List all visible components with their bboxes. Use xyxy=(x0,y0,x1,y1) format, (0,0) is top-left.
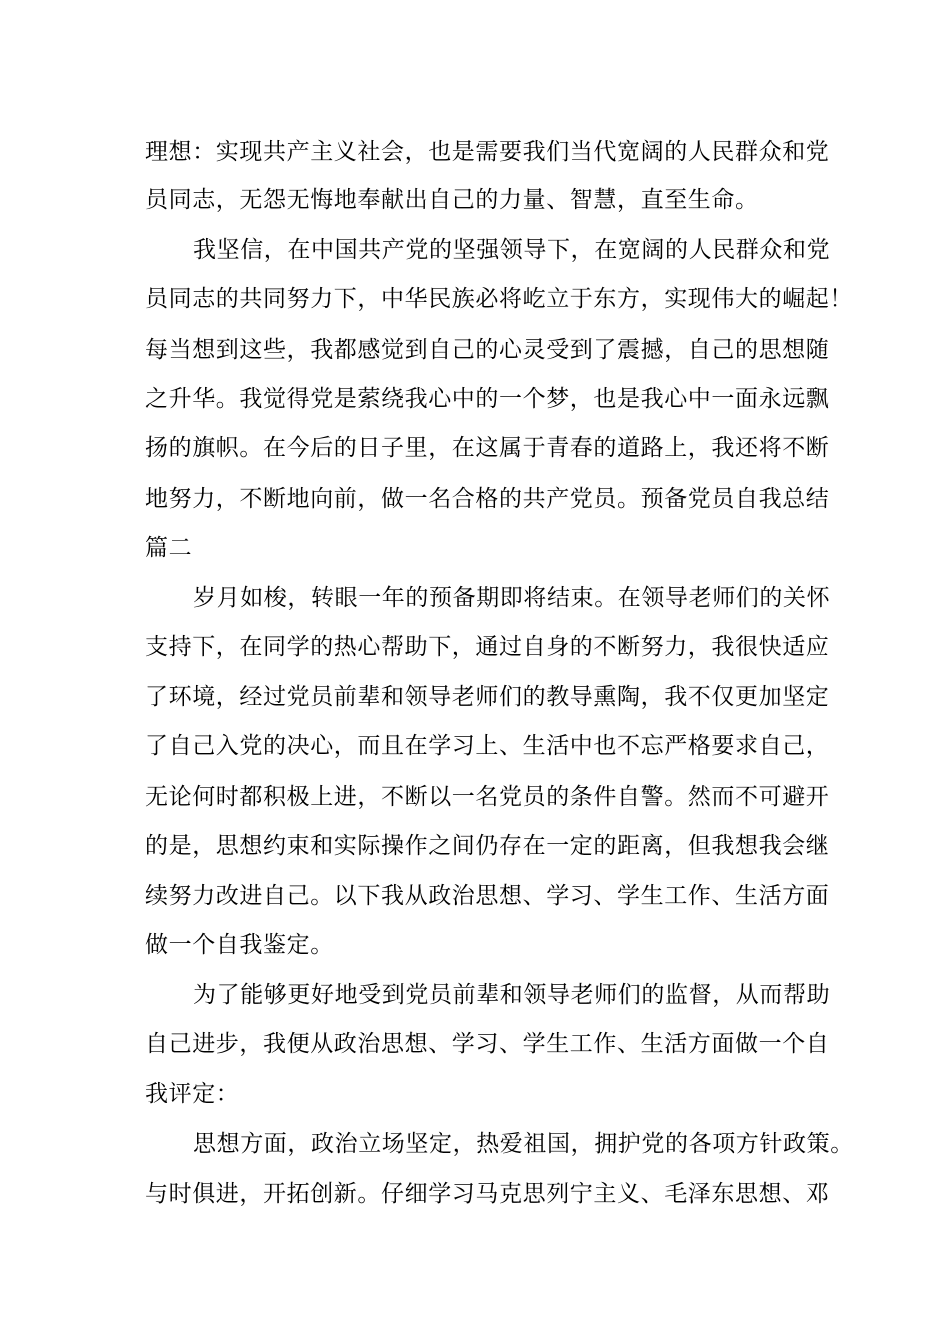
text-line: 篇二 xyxy=(145,535,193,561)
text-line: 支持下，在同学的热心帮助下，通过自身的不断努力，我很快适应 xyxy=(145,634,830,660)
text-line: 每当想到这些，我都感觉到自己的心灵受到了震撼，自己的思想随 xyxy=(145,337,830,363)
text-line: 了自己入党的决心，而且在学习上、生活中也不忘严格要求自己， xyxy=(145,733,830,759)
text-line: 自己进步，我便从政治思想、学习、学生工作、生活方面做一个自 xyxy=(145,1031,830,1057)
text-line: 续努力改进自己。以下我从政治思想、学习、学生工作、生活方面 xyxy=(145,883,830,909)
text-line: 的是，思想约束和实际操作之间仍存在一定的距离，但我想我会继 xyxy=(145,833,830,859)
text-line: 员同志，无怨无悔地奉献出自己的力量、智慧，直至生命。 xyxy=(145,187,759,213)
text-line: 为了能够更好地受到党员前辈和领导老师们的监督，从而帮助 xyxy=(193,982,831,1008)
text-line: 理想：实现共产主义社会，也是需要我们当代宽阔的人民群众和党 xyxy=(145,139,830,165)
text-line: 与时俱进，开拓创新。仔细学习马克思列宁主义、毛泽东思想、邓 xyxy=(145,1181,830,1207)
text-line: 员同志的共同努力下，中华民族必将屹立于东方，实现伟大的崛起！ xyxy=(145,286,853,312)
text-line: 思想方面，政治立场坚定，热爱祖国，拥护党的各项方针政策。 xyxy=(193,1131,854,1157)
text-line: 我评定： xyxy=(145,1081,240,1107)
text-line: 我坚信，在中国共产党的坚强领导下，在宽阔的人民群众和党 xyxy=(193,237,831,263)
text-line: 扬的旗帜。在今后的日子里，在这属于青春的道路上，我还将不断 xyxy=(145,435,830,461)
text-line: 了环境，经过党员前辈和领导老师们的教导熏陶，我不仅更加坚定 xyxy=(145,684,830,710)
text-line: 地努力，不断地向前，做一名合格的共产党员。预备党员自我总结 xyxy=(145,486,830,512)
text-line: 无论何时都积极上进，不断以一名党员的条件自警。然而不可避开 xyxy=(145,784,830,810)
text-line: 做一个自我鉴定。 xyxy=(145,932,334,958)
text-line: 岁月如梭，转眼一年的预备期即将结束。在领导老师们的关怀 xyxy=(193,585,831,611)
text-line: 之升华。我觉得党是萦绕我心中的一个梦，也是我心中一面永远飘 xyxy=(145,386,830,412)
